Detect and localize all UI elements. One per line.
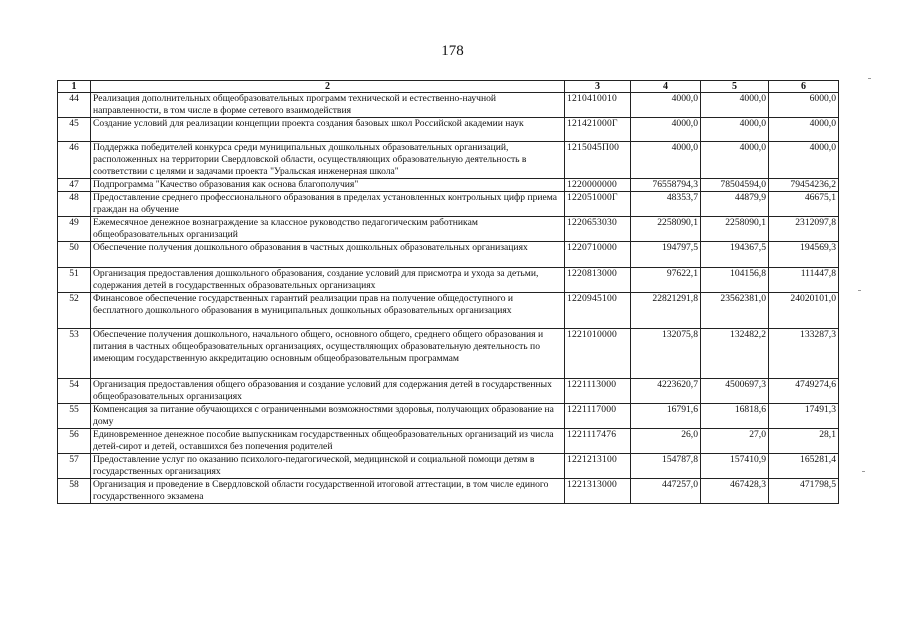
row-value-col6: 194569,3 <box>769 242 839 268</box>
budget-table <box>57 80 839 504</box>
row-code: 1220710000 <box>565 242 631 268</box>
scan-speck <box>868 78 871 79</box>
table-row <box>58 429 839 454</box>
row-value-col5: 23562381,0 <box>701 293 769 329</box>
row-code: 1220945100 <box>565 293 631 329</box>
row-value-col6: 6000,0 <box>769 93 839 118</box>
row-value-col6: 17491,3 <box>769 404 839 429</box>
row-value-col4: 447257,0 <box>631 479 701 504</box>
row-number: 47 <box>58 179 91 192</box>
col-header-4: 4 <box>631 81 701 93</box>
row-value-col4: 2258090,1 <box>631 217 701 242</box>
table-row <box>58 217 839 242</box>
table-row <box>58 179 839 192</box>
row-value-col6: 133287,3 <box>769 329 839 379</box>
row-number: 57 <box>58 454 91 479</box>
row-value-col6: 111447,8 <box>769 268 839 293</box>
row-value-col6: 4749274,6 <box>769 379 839 404</box>
row-value-col6: 2312097,8 <box>769 217 839 242</box>
page-number: 178 <box>441 43 464 59</box>
row-value-col6: 4000,0 <box>769 142 839 179</box>
row-value-col5: 78504594,0 <box>701 179 769 192</box>
row-name: Реализация дополнительных общеобразовательных программ технической и естественно-научной направленности, в том числе в форме сетевого взаимодействия <box>91 93 565 118</box>
table-row <box>58 142 839 179</box>
row-value-col5: 194367,5 <box>701 242 769 268</box>
row-number: 49 <box>58 217 91 242</box>
row-number: 45 <box>58 118 91 142</box>
row-value-col4: 26,0 <box>631 429 701 454</box>
row-value-col5: 104156,8 <box>701 268 769 293</box>
row-number: 51 <box>58 268 91 293</box>
row-value-col4: 4223620,7 <box>631 379 701 404</box>
row-value-col4: 4000,0 <box>631 142 701 179</box>
row-value-col6: 471798,5 <box>769 479 839 504</box>
table-row <box>58 454 839 479</box>
row-value-col4: 76558794,3 <box>631 179 701 192</box>
row-value-col5: 27,0 <box>701 429 769 454</box>
row-number: 54 <box>58 379 91 404</box>
scan-speck <box>862 471 865 472</box>
row-code: 1221117476 <box>565 429 631 454</box>
table-row <box>58 93 839 118</box>
scan-speck <box>858 290 861 291</box>
row-code: 1220000000 <box>565 179 631 192</box>
col-header-1: 1 <box>58 81 91 93</box>
row-value-col4: 194797,5 <box>631 242 701 268</box>
row-code: 1221213100 <box>565 454 631 479</box>
row-value-col6: 28,1 <box>769 429 839 454</box>
row-number: 44 <box>58 93 91 118</box>
row-number: 46 <box>58 142 91 179</box>
row-name: Обеспечение получения дошкольного образования в частных дошкольных образовательных организациях <box>91 242 565 268</box>
row-value-col4: 16791,6 <box>631 404 701 429</box>
row-value-col5: 157410,9 <box>701 454 769 479</box>
table-row <box>58 293 839 329</box>
col-header-2: 2 <box>91 81 565 93</box>
row-name: Компенсация за питание обучающихся с ограниченными возможностями здоровья, получающих образование на дому <box>91 404 565 429</box>
row-value-col4: 22821291,8 <box>631 293 701 329</box>
row-name: Предоставление услуг по оказанию психолого-педагогической, медицинской и социальной помощи детям в государственных организациях <box>91 454 565 479</box>
row-value-col6: 79454236,2 <box>769 179 839 192</box>
row-number: 55 <box>58 404 91 429</box>
row-name: Предоставление среднего профессионального образования в пределах установленных контрольных цифр приема граждан на обучение <box>91 192 565 217</box>
row-value-col5: 2258090,1 <box>701 217 769 242</box>
row-value-col4: 48353,7 <box>631 192 701 217</box>
row-value-col4: 97622,1 <box>631 268 701 293</box>
row-value-col4: 4000,0 <box>631 93 701 118</box>
table-body <box>58 93 839 504</box>
row-number: 53 <box>58 329 91 379</box>
row-code: 1220653030 <box>565 217 631 242</box>
col-header-5: 5 <box>701 81 769 93</box>
row-name: Организация предоставления дошкольного образования, создание условий для присмотра и ухода за детьми, содержания детей в государственных образовательных организациях <box>91 268 565 293</box>
row-value-col4: 154787,8 <box>631 454 701 479</box>
table-row <box>58 404 839 429</box>
row-code: 1221117000 <box>565 404 631 429</box>
row-value-col4: 132075,8 <box>631 329 701 379</box>
row-name: Финансовое обеспечение государственных гарантий реализации прав на получение общедоступного и бесплатного дошкольного образования в муниципальных дошкольных образовательных организациях <box>91 293 565 329</box>
row-value-col5: 467428,3 <box>701 479 769 504</box>
row-value-col5: 16818,6 <box>701 404 769 429</box>
row-code: 1220813000 <box>565 268 631 293</box>
row-name: Обеспечение получения дошкольного, начального общего, основного общего, среднего общего образования и питания в частных общеобразовательных организациях, осуществляющих образовательную деятельность по имеющим государственную аккредитацию основным общеобразовательным программам <box>91 329 565 379</box>
row-code: 1215045П00 <box>565 142 631 179</box>
row-name: Ежемесячное денежное вознаграждение за классное руководство педагогическим работникам общеобразовательных организаций <box>91 217 565 242</box>
row-name: Создание условий для реализации концепции проекта создания базовых школ Российской академии наук <box>91 118 565 142</box>
table-row <box>58 242 839 268</box>
row-name: Поддержка победителей конкурса среди муниципальных дошкольных образовательных организаций, расположенных на территории Свердловской области, осуществляющих образовательную деятельность в соответствии с целями и задачами проекта "Уральская инженерная школа" <box>91 142 565 179</box>
row-name: Организация предоставления общего образования и создание условий для содержания детей в государственных общеобразовательных организациях <box>91 379 565 404</box>
row-value-col5: 132482,2 <box>701 329 769 379</box>
row-value-col6: 24020101,0 <box>769 293 839 329</box>
row-value-col5: 4000,0 <box>701 93 769 118</box>
row-value-col6: 46675,1 <box>769 192 839 217</box>
row-code: 1221113000 <box>565 379 631 404</box>
row-number: 56 <box>58 429 91 454</box>
row-name: Подпрограмма "Качество образования как основа благополучия" <box>91 179 565 192</box>
row-code: 121421000Г <box>565 118 631 142</box>
table-row <box>58 118 839 142</box>
row-number: 58 <box>58 479 91 504</box>
col-header-3: 3 <box>565 81 631 93</box>
row-name: Организация и проведение в Свердловской области государственной итоговой аттестации, в том числе единого государственного экзамена <box>91 479 565 504</box>
row-value-col5: 4000,0 <box>701 142 769 179</box>
row-code: 1221010000 <box>565 329 631 379</box>
row-code: 122051000Г <box>565 192 631 217</box>
row-value-col6: 4000,0 <box>769 118 839 142</box>
row-code: 1221313000 <box>565 479 631 504</box>
row-value-col5: 44879,9 <box>701 192 769 217</box>
row-name: Единовременное денежное пособие выпускникам государственных общеобразовательных организаций из числа детей-сирот и детей, оставшихся без попечения родителей <box>91 429 565 454</box>
table-row <box>58 268 839 293</box>
row-number: 52 <box>58 293 91 329</box>
row-value-col5: 4500697,3 <box>701 379 769 404</box>
row-number: 50 <box>58 242 91 268</box>
table-row <box>58 192 839 217</box>
row-value-col6: 165281,4 <box>769 454 839 479</box>
table-row <box>58 479 839 504</box>
table-row <box>58 329 839 379</box>
row-value-col5: 4000,0 <box>701 118 769 142</box>
row-number: 48 <box>58 192 91 217</box>
row-code: 1210410010 <box>565 93 631 118</box>
header-row <box>58 81 839 93</box>
col-header-6: 6 <box>769 81 839 93</box>
table-row <box>58 379 839 404</box>
row-value-col4: 4000,0 <box>631 118 701 142</box>
